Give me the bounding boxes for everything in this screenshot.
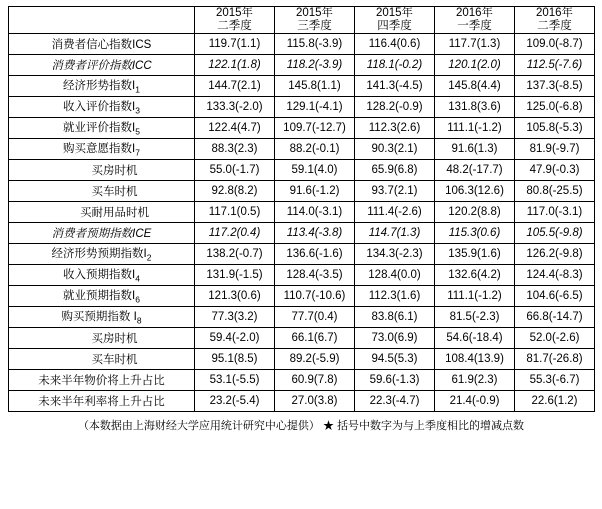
table-cell: 115.3(0.6): [435, 223, 515, 244]
table-cell: 55.0(-1.7): [195, 160, 275, 181]
table-cell: 61.9(2.3): [435, 370, 515, 391]
table-cell: 66.1(6.7): [275, 328, 355, 349]
table-cell: 117.0(-3.1): [515, 202, 595, 223]
table-row: [9, 265, 595, 286]
header-line1: 2016年: [455, 7, 494, 19]
table-cell: 114.0(-3.1): [275, 202, 355, 223]
table-cell: 136.6(-1.6): [275, 244, 355, 265]
table-cell: 88.3(2.3): [195, 139, 275, 160]
table-cell: 110.7(-10.6): [275, 286, 355, 307]
header-cell-2015q3: [275, 7, 355, 34]
table-cell: 137.3(-8.5): [515, 76, 595, 97]
table-row: [9, 139, 595, 160]
table-cell: 134.3(-2.3): [355, 244, 435, 265]
table-cell: 135.9(1.6): [435, 244, 515, 265]
row-label-text: 买房时机: [91, 165, 138, 177]
table-cell: 111.1(-1.2): [435, 286, 515, 307]
table-cell: 22.3(-4.7): [355, 391, 435, 412]
header-line2: 三季度: [297, 20, 332, 32]
table-cell: 55.3(-6.7): [515, 370, 595, 391]
table-row: [9, 181, 595, 202]
row-label-text: 消费者评价指数ICC: [51, 60, 152, 72]
row-label: [9, 223, 195, 244]
table-cell: 121.3(0.6): [195, 286, 275, 307]
row-label: [9, 307, 195, 328]
star-icon: ★: [323, 420, 334, 432]
row-label: [9, 202, 195, 223]
table-cell: 112.5(-7.6): [515, 55, 595, 76]
table-row: [9, 76, 595, 97]
table-cell: 132.6(4.2): [435, 265, 515, 286]
footnote-note: 括号中数字为与上季度相比的增减点数: [337, 420, 525, 432]
table-cell: 113.4(-3.8): [275, 223, 355, 244]
row-label-subscript: 8: [136, 315, 142, 326]
header-cell-2016q2: [515, 7, 595, 34]
table-cell: 65.9(6.8): [355, 160, 435, 181]
table-cell: 77.7(0.4): [275, 307, 355, 328]
row-label: [9, 76, 195, 97]
row-label: [9, 118, 195, 139]
table-cell: 90.3(2.1): [355, 139, 435, 160]
row-label: [9, 349, 195, 370]
row-label-subscript: 4: [135, 273, 140, 284]
table-cell: 117.2(0.4): [195, 223, 275, 244]
table-cell: 141.3(-4.5): [355, 76, 435, 97]
row-label-text: 经济形势指数I: [63, 80, 136, 93]
table-cell: 117.7(1.3): [435, 34, 515, 55]
table-cell: 83.8(6.1): [355, 307, 435, 328]
table-cell: 91.6(1.3): [435, 139, 515, 160]
row-label: [9, 97, 195, 118]
row-label: [9, 328, 195, 349]
table-cell: 95.1(8.5): [195, 349, 275, 370]
table-cell: 66.8(-14.7): [515, 307, 595, 328]
table-row: [9, 286, 595, 307]
table-cell: 54.6(-18.4): [435, 328, 515, 349]
table-row: [9, 160, 595, 181]
table-cell: 105.8(-5.3): [515, 118, 595, 139]
table-cell: 94.5(5.3): [355, 349, 435, 370]
table-cell: 21.4(-0.9): [435, 391, 515, 412]
table-cell: 145.8(1.1): [275, 76, 355, 97]
row-label-text: 收入评价指数I: [63, 101, 136, 114]
row-label-text: 就业预期指数I: [63, 290, 136, 303]
table-row: [9, 118, 595, 139]
table-cell: 60.9(7.8): [275, 370, 355, 391]
table-cell: 145.8(4.4): [435, 76, 515, 97]
table-cell: 59.6(-1.3): [355, 370, 435, 391]
table-cell: 133.3(-2.0): [195, 97, 275, 118]
table-cell: 128.4(0.0): [355, 265, 435, 286]
table-cell: 88.2(-0.1): [275, 139, 355, 160]
row-label-text: 就业评价指数I: [63, 122, 136, 135]
table-cell: 120.2(8.8): [435, 202, 515, 223]
table-cell: 138.2(-0.7): [195, 244, 275, 265]
table-cell: 27.0(3.8): [275, 391, 355, 412]
header-line2: 一季度: [457, 20, 492, 32]
table-footnote: [8, 417, 594, 433]
table-cell: 89.2(-5.9): [275, 349, 355, 370]
row-label-text: 消费者信心指数ICS: [51, 39, 152, 51]
table-cell: 126.2(-9.8): [515, 244, 595, 265]
table-row: [9, 34, 595, 55]
row-label: [9, 244, 195, 265]
table-cell: 131.8(3.6): [435, 97, 515, 118]
table-cell: 92.8(8.2): [195, 181, 275, 202]
table-cell: 105.5(-9.8): [515, 223, 595, 244]
table-header: [9, 7, 595, 34]
header-line1: 2016年: [535, 7, 574, 19]
header-line1: 2015年: [375, 7, 414, 19]
table-cell: 114.7(1.3): [355, 223, 435, 244]
table-cell: 81.7(-26.8): [515, 349, 595, 370]
table-cell: 53.1(-5.5): [195, 370, 275, 391]
header-cell-2016q1: [435, 7, 515, 34]
table-cell: 117.1(0.5): [195, 202, 275, 223]
row-label-text: 购买预期指数 I: [61, 311, 137, 324]
table-cell: 23.2(-5.4): [195, 391, 275, 412]
table-cell: 144.7(2.1): [195, 76, 275, 97]
header-line1: 2015年: [295, 7, 334, 19]
row-label-subscript: 5: [135, 126, 140, 137]
table-cell: 80.8(-25.5): [515, 181, 595, 202]
table-cell: 81.5(-2.3): [435, 307, 515, 328]
row-label-subscript: 3: [135, 105, 140, 116]
table-cell: 128.2(-0.9): [355, 97, 435, 118]
header-cell-2015q2: [195, 7, 275, 34]
table-cell: 111.4(-2.6): [355, 202, 435, 223]
row-label-text: 买车时机: [91, 186, 138, 198]
header-cell-label: [9, 7, 195, 34]
consumer-confidence-table: [8, 6, 595, 412]
table-row: [9, 97, 595, 118]
table-cell: 104.6(-6.5): [515, 286, 595, 307]
row-label: [9, 55, 195, 76]
row-label-subscript: 2: [146, 252, 152, 263]
row-label-subscript: 6: [135, 294, 140, 305]
header-cell-2015q4: [355, 7, 435, 34]
header-line2: 二季度: [537, 20, 572, 32]
table-cell: 125.0(-6.8): [515, 97, 595, 118]
table-row: [9, 391, 595, 412]
row-label: [9, 160, 195, 181]
table-row: [9, 55, 595, 76]
table-cell: 116.4(0.6): [355, 34, 435, 55]
row-label: [9, 370, 195, 391]
row-label: [9, 139, 195, 160]
row-label: [9, 286, 195, 307]
table-cell: 118.2(-3.9): [275, 55, 355, 76]
header-line2: 二季度: [217, 20, 252, 32]
table-cell: 124.4(-8.3): [515, 265, 595, 286]
table-cell: 112.3(1.6): [355, 286, 435, 307]
row-label-subscript: 7: [135, 147, 140, 158]
table-cell: 131.9(-1.5): [195, 265, 275, 286]
table-row: [9, 328, 595, 349]
row-label: [9, 265, 195, 286]
table-row: [9, 370, 595, 391]
table-cell: 115.8(-3.9): [275, 34, 355, 55]
row-label-text: 未来半年物价将上升占比: [38, 375, 165, 387]
table-cell: 73.0(6.9): [355, 328, 435, 349]
table-cell: 93.7(2.1): [355, 181, 435, 202]
table-cell: 118.1(-0.2): [355, 55, 435, 76]
table-cell: 59.4(-2.0): [195, 328, 275, 349]
footnote-source: （本数据由上海财经大学应用统计研究中心提供）: [77, 420, 320, 432]
header-line2: 四季度: [377, 20, 412, 32]
row-label: [9, 34, 195, 55]
row-label-text: 购买意愿指数I: [63, 143, 136, 156]
table-row: [9, 244, 595, 265]
row-label-text: 收入预期指数I: [63, 269, 136, 282]
table-cell: 119.7(1.1): [195, 34, 275, 55]
table-cell: 22.6(1.2): [515, 391, 595, 412]
row-label-text: 经济形势预期指数I: [51, 248, 147, 261]
table-row: [9, 202, 595, 223]
row-label-text: 买耐用品时机: [80, 207, 149, 219]
table-row: [9, 349, 595, 370]
table-cell: 52.0(-2.6): [515, 328, 595, 349]
table-cell: 109.0(-8.7): [515, 34, 595, 55]
table-row: [9, 307, 595, 328]
row-label-subscript: 1: [135, 84, 140, 95]
row-label: [9, 391, 195, 412]
table-cell: 47.9(-0.3): [515, 160, 595, 181]
table-cell: 122.1(1.8): [195, 55, 275, 76]
row-label-text: 消费者预期指数ICE: [51, 228, 152, 240]
table-cell: 120.1(2.0): [435, 55, 515, 76]
table-cell: 109.7(-12.7): [275, 118, 355, 139]
row-label: [9, 181, 195, 202]
table-cell: 129.1(-4.1): [275, 97, 355, 118]
table-cell: 81.9(-9.7): [515, 139, 595, 160]
table-cell: 91.6(-1.2): [275, 181, 355, 202]
table-cell: 111.1(-1.2): [435, 118, 515, 139]
table-cell: 128.4(-3.5): [275, 265, 355, 286]
table-row: [9, 223, 595, 244]
header-line1: 2015年: [215, 7, 254, 19]
table-header-row: [9, 7, 595, 34]
table-cell: 108.4(13.9): [435, 349, 515, 370]
table-cell: 59.1(4.0): [275, 160, 355, 181]
table-cell: 77.3(3.2): [195, 307, 275, 328]
row-label-text: 买房时机: [91, 333, 138, 345]
table-body: [9, 34, 595, 412]
row-label-text: 未来半年利率将上升占比: [38, 396, 165, 408]
table-cell: 48.2(-17.7): [435, 160, 515, 181]
row-label-text: 买车时机: [91, 354, 138, 366]
table-cell: 112.3(2.6): [355, 118, 435, 139]
table-cell: 106.3(12.6): [435, 181, 515, 202]
table-cell: 122.4(4.7): [195, 118, 275, 139]
